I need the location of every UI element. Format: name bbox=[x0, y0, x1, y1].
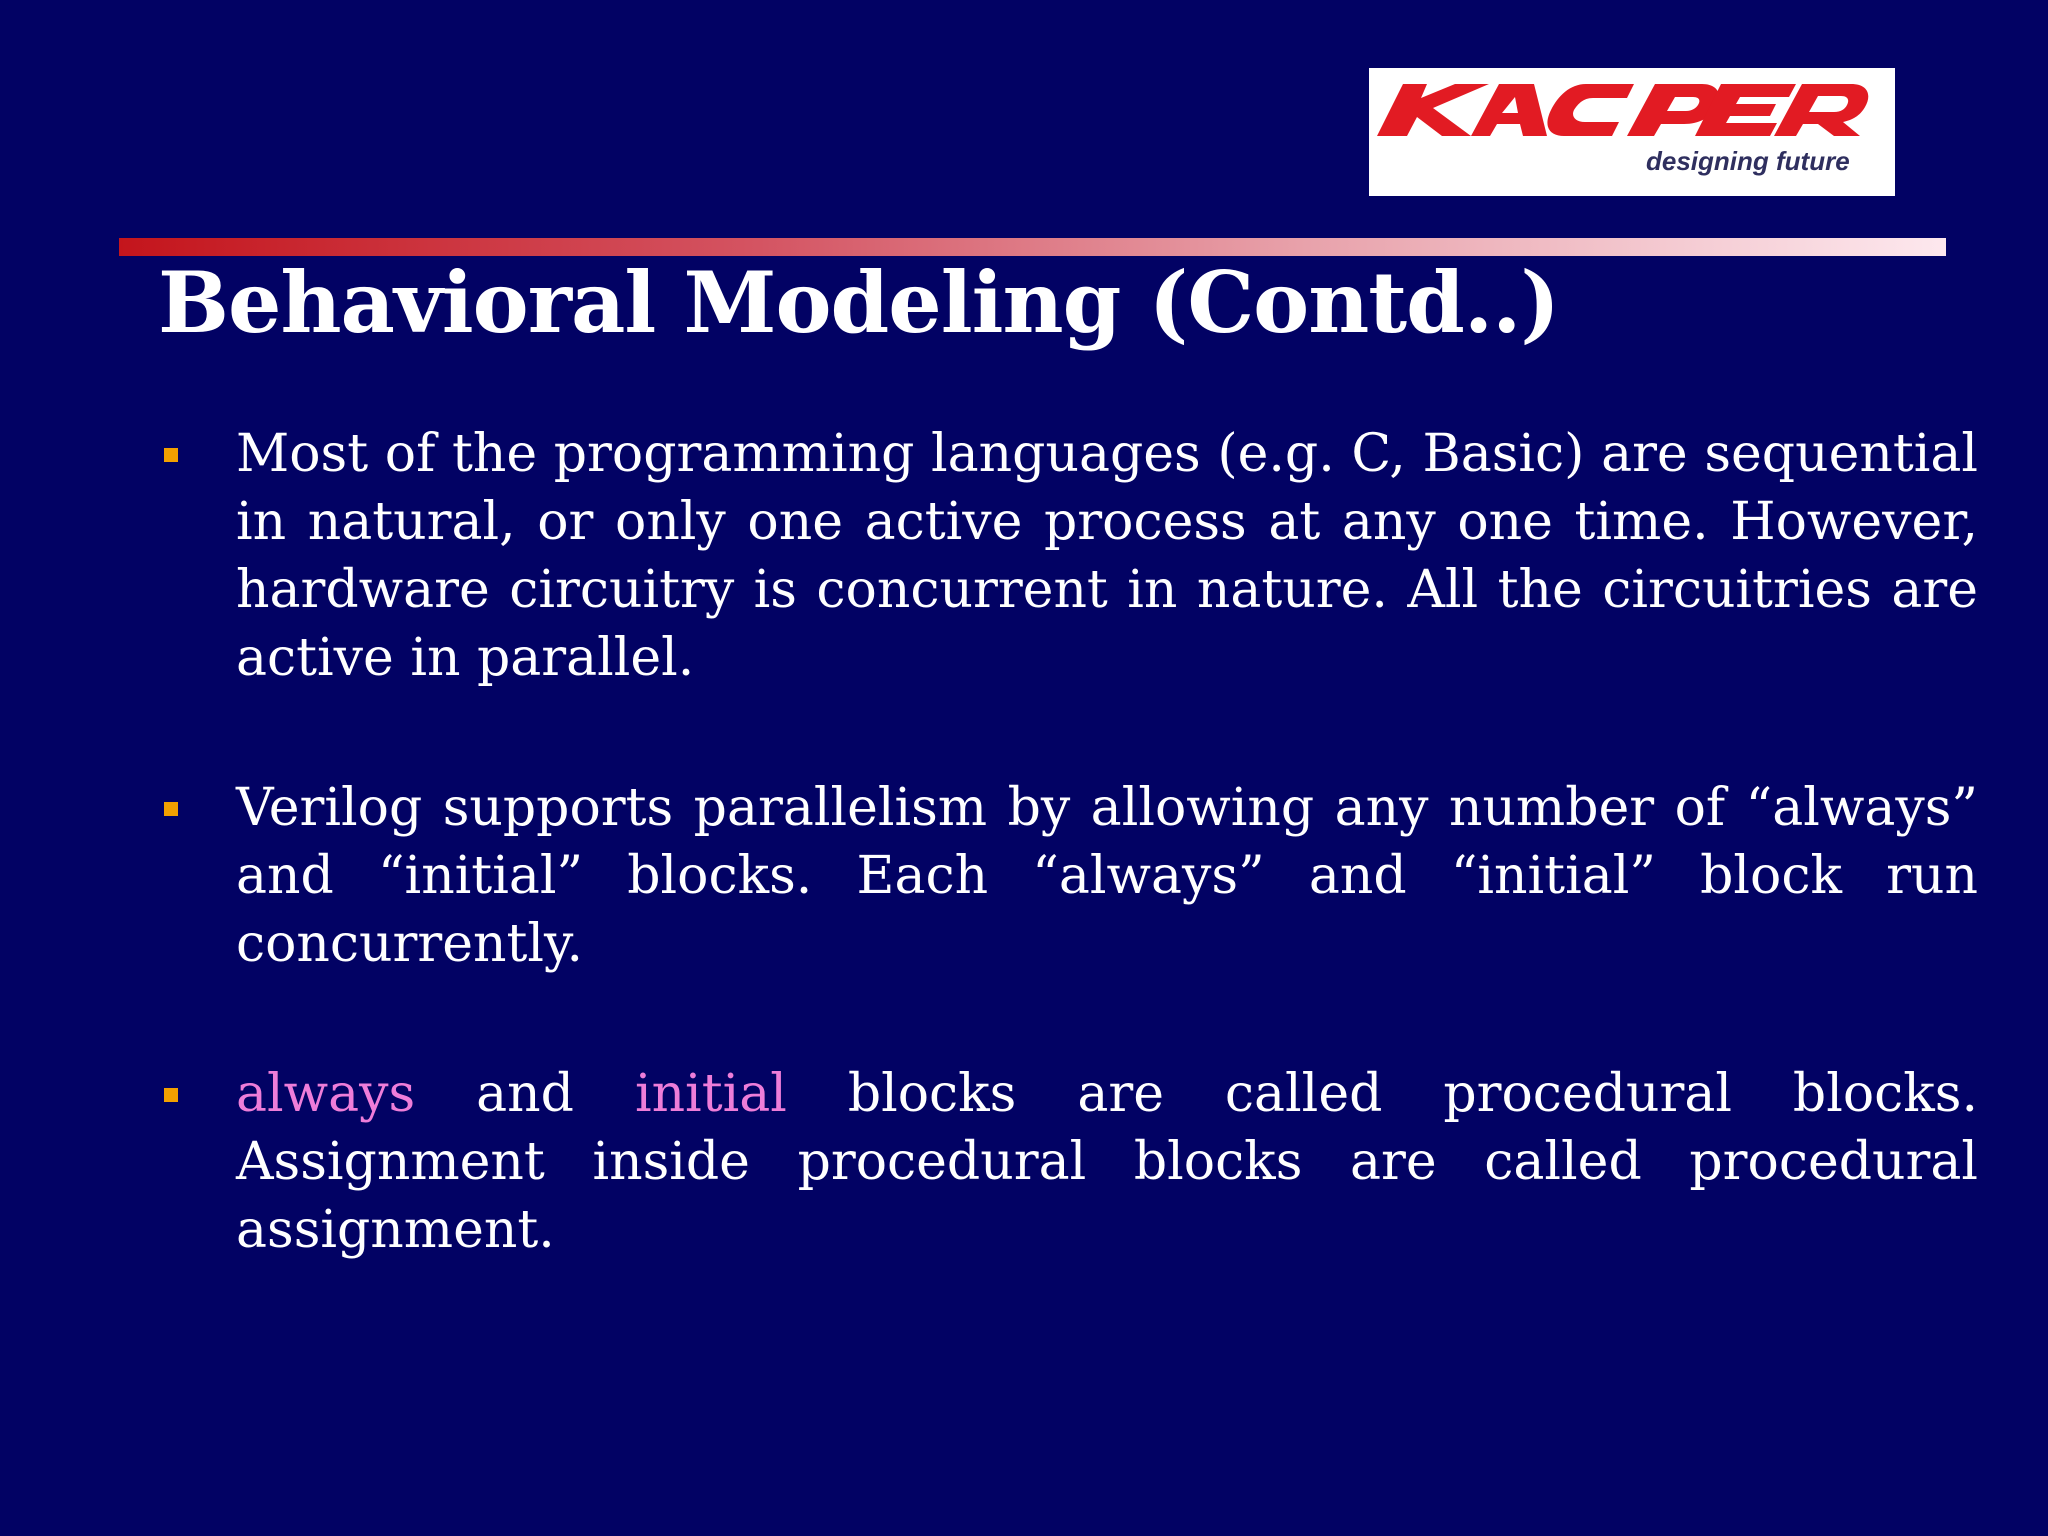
square-bullet-icon bbox=[164, 448, 178, 462]
kacper-tagline: designing future bbox=[1646, 146, 1850, 176]
bullet-item-1 bbox=[158, 420, 1978, 692]
bullet-text-1: Most of the programming languages (e.g. C, Basic) are sequential in natural, or only one active process at any one time. However, hardware circuitry is concurrent in nature. All the circuitries are active in parallel. bbox=[236, 424, 1978, 688]
bullet-list bbox=[158, 420, 1978, 1264]
page-title: Behavioral Modeling (Contd..) bbox=[158, 253, 1560, 352]
bullet-item-2 bbox=[158, 774, 1978, 978]
keyword-initial: initial bbox=[634, 1064, 787, 1124]
bullet-text-3-rest: blocks are called procedural blocks. Assignment inside procedural blocks are called procedural assignment. bbox=[236, 1064, 1978, 1260]
kacper-logo-mark bbox=[1369, 68, 1895, 196]
square-bullet-icon bbox=[164, 802, 178, 816]
bullet-text-3-connector: and bbox=[415, 1064, 635, 1124]
keyword-always: always bbox=[236, 1064, 416, 1124]
kacper-logo bbox=[1369, 68, 1895, 196]
bullet-item-3 bbox=[158, 1060, 1978, 1264]
bullet-text-2: Verilog supports parallelism by allowing any number of “always” and “initial” blocks. Each “always” and “initial” block run concurrently. bbox=[236, 778, 1978, 974]
square-bullet-icon bbox=[164, 1088, 178, 1102]
